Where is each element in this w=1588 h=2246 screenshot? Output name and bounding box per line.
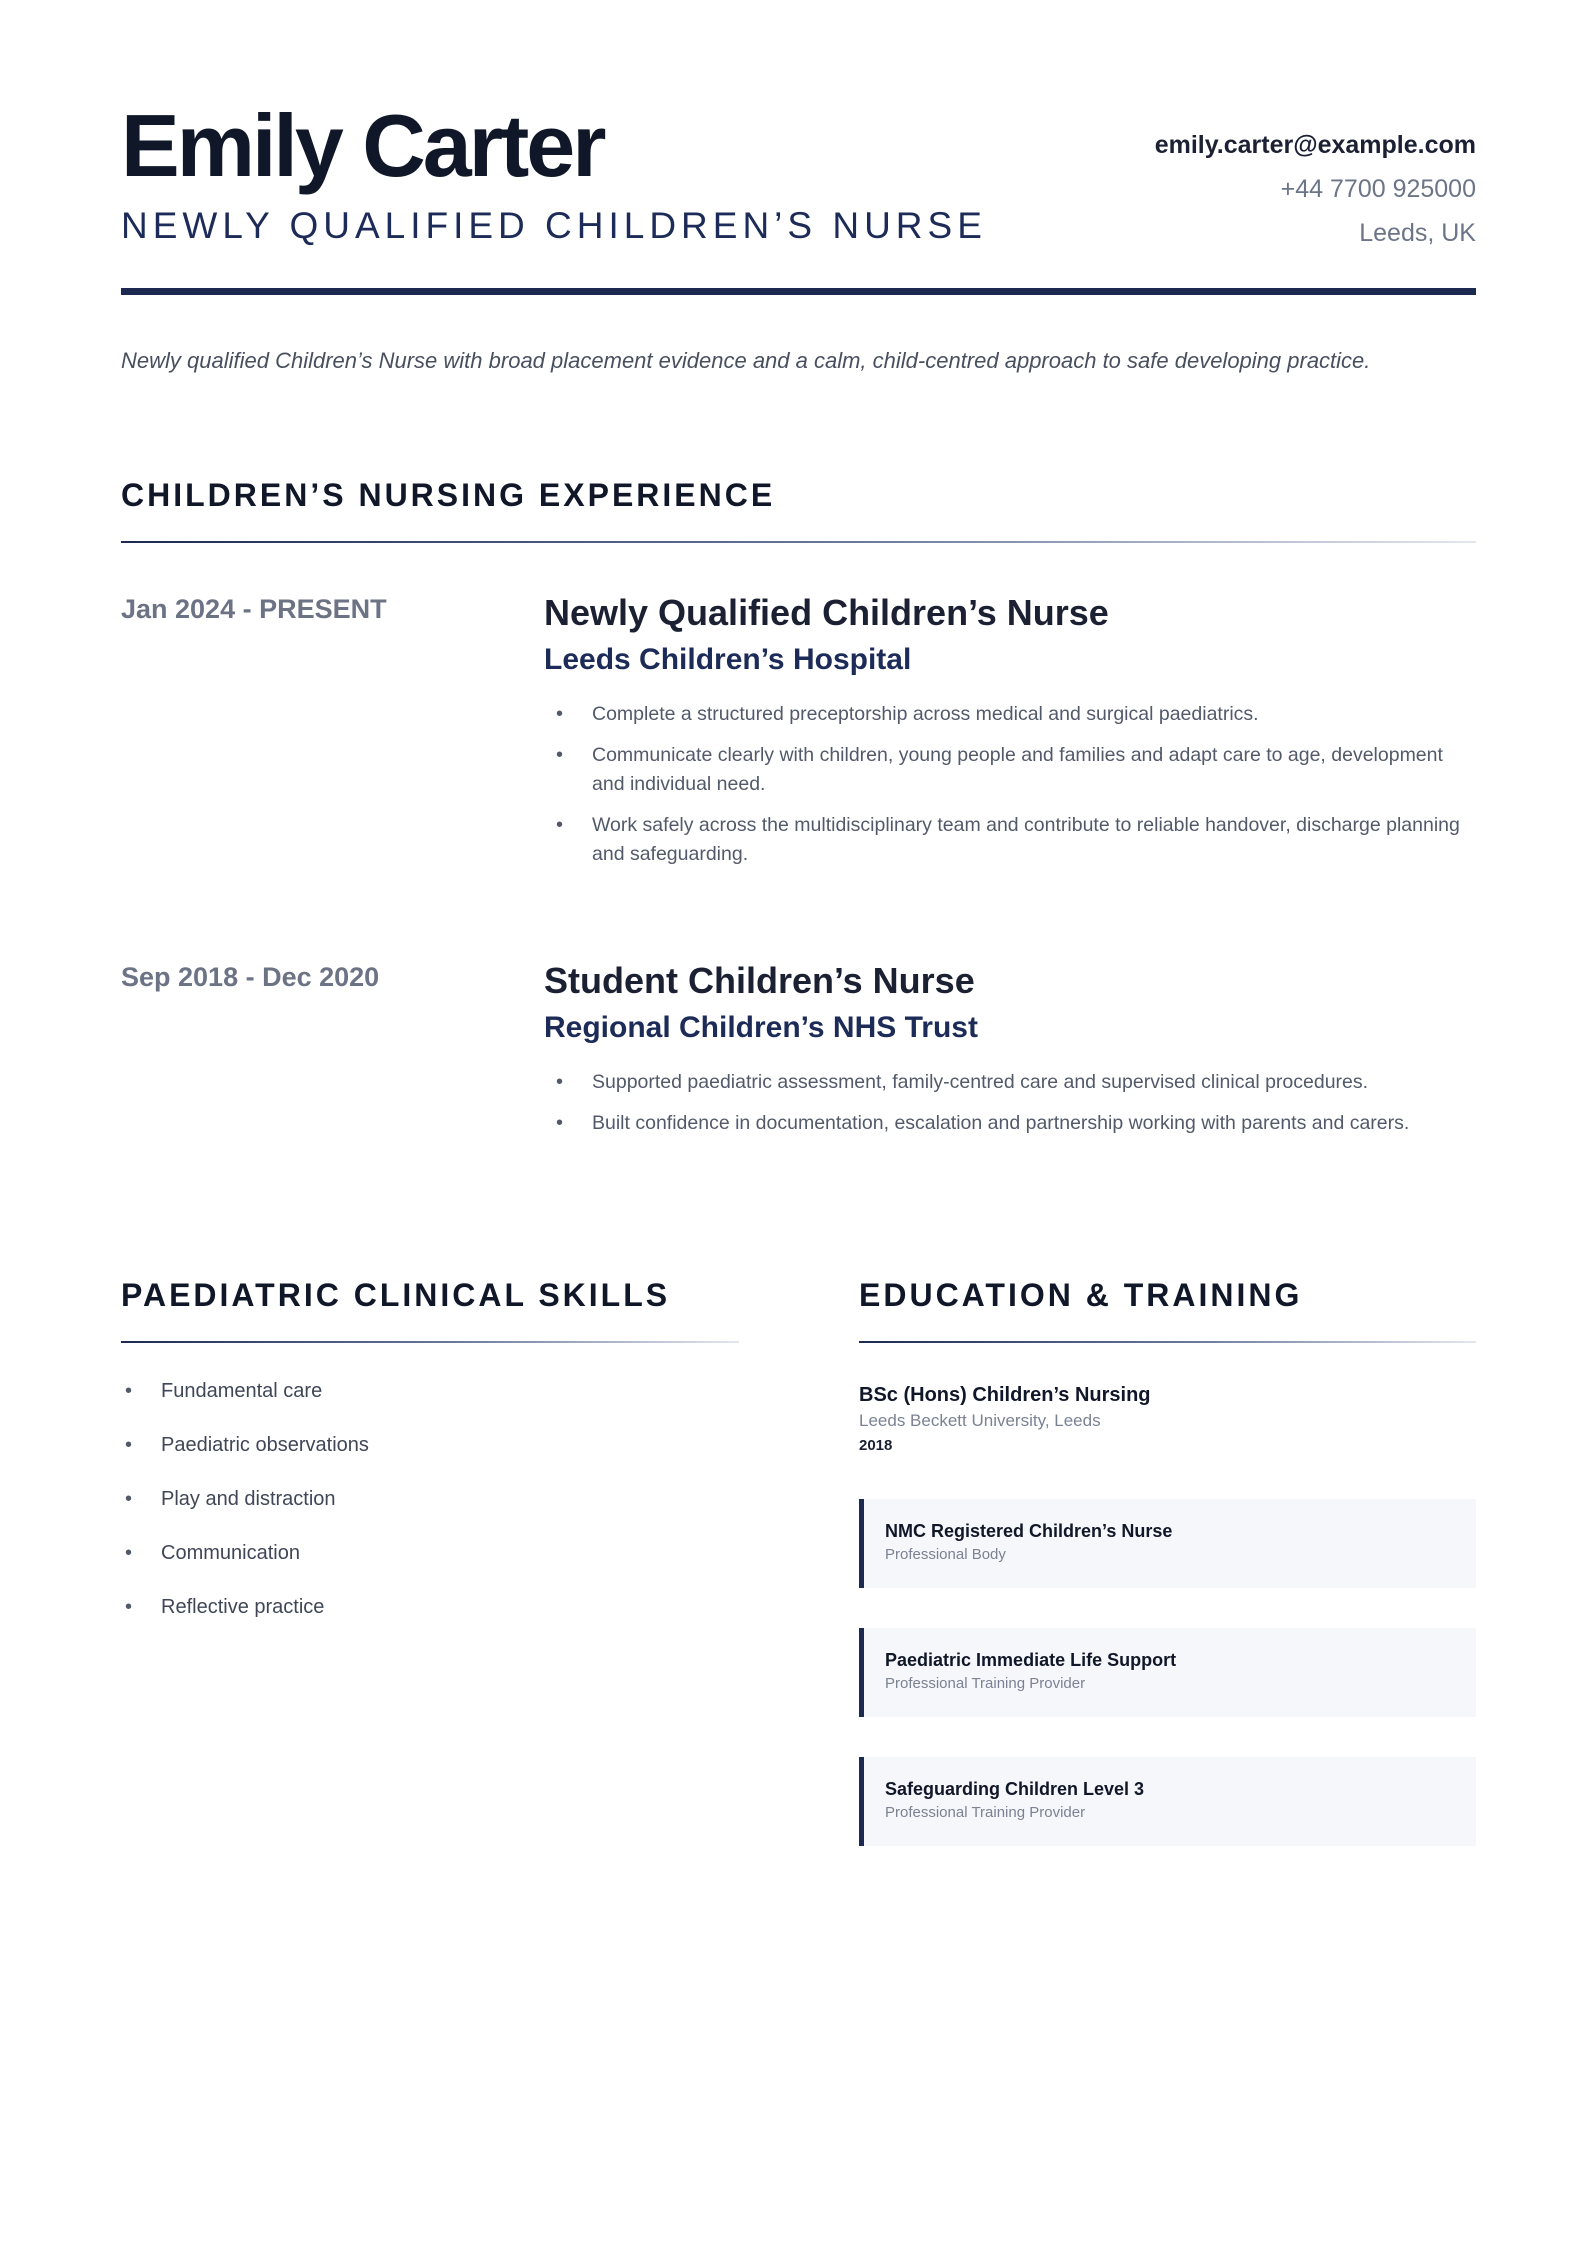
job-dates: Jan 2024 - PRESENT	[121, 594, 387, 624]
header-divider	[121, 288, 1476, 295]
degree-year: 2018	[859, 1437, 893, 1454]
education-degree-block	[859, 1382, 1476, 1457]
experience-divider	[121, 541, 1476, 543]
certification-issuer: Professional Training Provider	[885, 1804, 1086, 1821]
list-item: • Communication	[121, 1538, 741, 1568]
job-bullets	[544, 700, 1476, 869]
job-bullets	[544, 1068, 1476, 1138]
degree-school: Leeds Beckett University, Leeds	[859, 1411, 1101, 1430]
certification-name: Safeguarding Children Level 3	[885, 1779, 1145, 1799]
job-title: Newly Qualified Children’s Nurse	[544, 592, 1109, 633]
list-item: • Built confidence in documentation, escalation and partnership working with parents and carers.	[544, 1109, 1476, 1138]
education-heading: EDUCATION & TRAINING	[859, 1277, 1303, 1313]
contact-location: Leeds, UK	[1359, 219, 1476, 247]
list-item: • Paediatric observations	[121, 1430, 741, 1460]
certification-card	[859, 1499, 1476, 1588]
degree-title: BSc (Hons) Children’s Nursing	[859, 1384, 1151, 1406]
certification-issuer: Professional Body	[885, 1546, 1006, 1563]
candidate-headline: NEWLY QUALIFIED CHILDREN’S NURSE	[121, 205, 987, 246]
contact-email[interactable]: emily.carter@example.com	[1154, 131, 1476, 159]
job-organisation: Leeds Children’s Hospital	[544, 643, 912, 676]
job-organisation: Regional Children’s NHS Trust	[544, 1011, 978, 1044]
experience-item	[121, 960, 1476, 1200]
certification-name: Paediatric Immediate Life Support	[885, 1650, 1177, 1670]
job-details	[544, 960, 1476, 1150]
certification-issuer: Professional Training Provider	[885, 1675, 1086, 1692]
list-item: • Communicate clearly with children, young people and families and adapt care to age, development and individual need.	[544, 741, 1476, 799]
job-title: Student Children’s Nurse	[544, 960, 975, 1001]
contact-info	[1155, 130, 1476, 262]
resume-page	[121, 0, 1476, 2246]
resume-header	[121, 96, 1476, 296]
experience-item	[121, 592, 1476, 892]
list-item: • Play and distraction	[121, 1484, 741, 1514]
certification-card	[859, 1757, 1476, 1846]
list-item: • Supported paediatric assessment, family-centred care and supervised clinical procedures.	[544, 1068, 1476, 1097]
list-item: • Work safely across the multidisciplinary team and contribute to reliable handover, discharge planning and safeguarding.	[544, 811, 1476, 869]
experience-heading: CHILDREN’S NURSING EXPERIENCE	[121, 477, 776, 513]
list-item: • Complete a structured preceptorship across medical and surgical paediatrics.	[544, 700, 1476, 729]
profile-summary: Newly qualified Children’s Nurse with broad placement evidence and a calm, child-centred approach to safe developing practice.	[121, 348, 1371, 373]
job-dates: Sep 2018 - Dec 2020	[121, 962, 380, 992]
skills-divider	[121, 1341, 739, 1343]
certification-card	[859, 1628, 1476, 1717]
contact-phone[interactable]: +44 7700 925000	[1280, 175, 1476, 203]
job-details	[544, 592, 1476, 881]
skills-heading: PAEDIATRIC CLINICAL SKILLS	[121, 1277, 671, 1313]
skills-list	[121, 1376, 741, 1646]
list-item: • Reflective practice	[121, 1592, 741, 1622]
education-divider	[859, 1341, 1476, 1343]
certification-name: NMC Registered Children’s Nurse	[885, 1521, 1173, 1541]
list-item: • Fundamental care	[121, 1376, 741, 1406]
candidate-name: Emily Carter	[121, 96, 604, 195]
